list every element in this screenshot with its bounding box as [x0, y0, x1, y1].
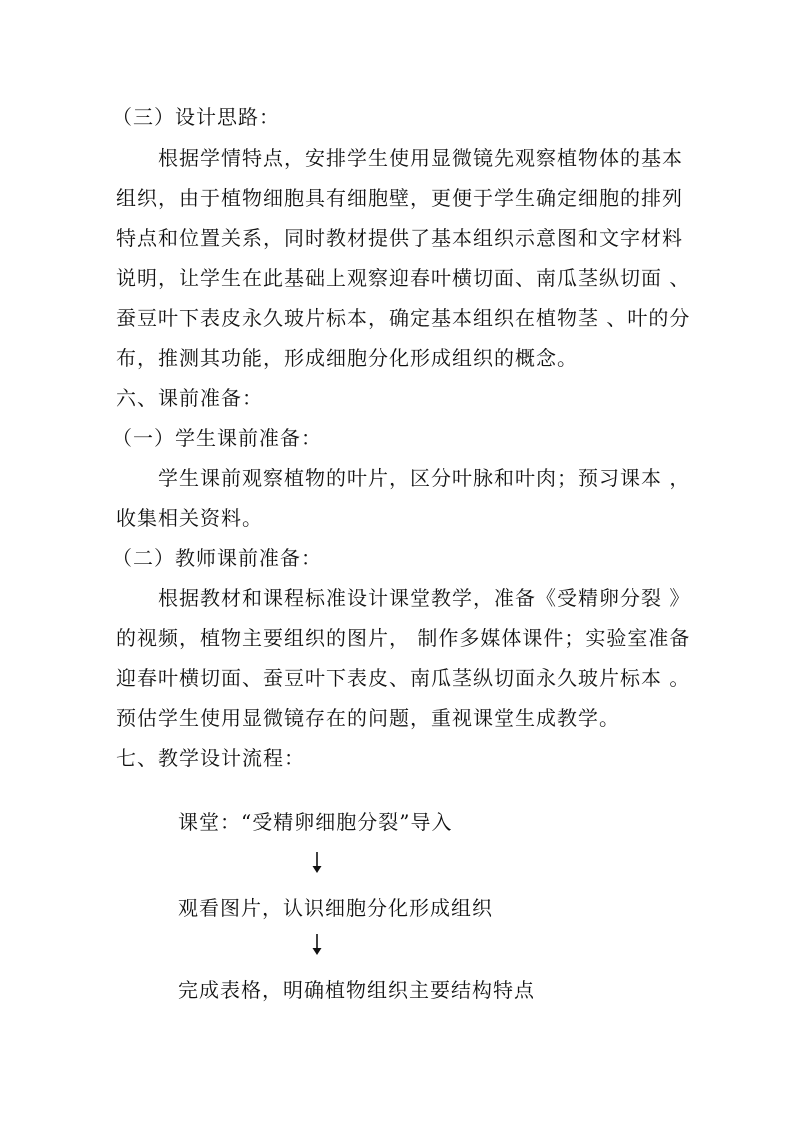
student-prep-line: 收集相关资料。	[116, 506, 263, 530]
student-prep-line: 学生课前观察植物的叶片，区分叶脉和叶肉；预习课本 ，	[158, 466, 691, 490]
design-approach-heading: （三）设计思路：	[112, 105, 280, 129]
design-paragraph-line: 说明，让学生在此基础上观察迎春叶横切面、南瓜茎纵切面 、	[116, 266, 691, 290]
pre-class-prep-heading: 六、课前准备：	[116, 386, 263, 410]
teaching-flow-heading: 七、教学设计流程：	[116, 746, 305, 770]
teacher-prep-heading: （二）教师课前准备：	[112, 546, 322, 570]
flow-step: 课堂：“受精卵细胞分裂”导入	[178, 810, 453, 834]
teacher-prep-line: 的视频，植物主要组织的图片， 制作多媒体课件；实验室准备	[116, 626, 691, 650]
student-prep-heading: （一）学生课前准备：	[112, 426, 322, 450]
teacher-prep-line: 迎春叶横切面、蚕豆叶下表皮、南瓜茎纵切面永久玻片标本 。	[116, 666, 691, 690]
teacher-prep-line: 根据教材和课程标准设计课堂教学，准备《受精卵分裂 》	[158, 586, 691, 610]
design-paragraph-line: 组织，由于植物细胞具有细胞壁，更便于学生确定细胞的排列	[116, 186, 683, 210]
design-paragraph-line: 根据学情特点，安排学生使用显微镜先观察植物体的基本	[158, 146, 683, 170]
design-paragraph-line: 特点和位置关系，同时教材提供了基本组织示意图和文字材料	[116, 226, 683, 250]
down-arrow-icon	[310, 852, 324, 874]
design-paragraph-line: 蚕豆叶下表皮永久玻片标本，确定基本组织在植物茎 、叶的分	[116, 306, 691, 330]
flow-step: 完成表格，明确植物组织主要结构特点	[178, 978, 535, 1002]
teacher-prep-line: 预估学生使用显微镜存在的问题，重视课堂生成教学。	[116, 706, 620, 730]
design-paragraph-line: 布，推测其功能，形成细胞分化形成组织的概念。	[116, 346, 578, 370]
down-arrow-icon	[310, 934, 324, 956]
flow-step: 观看图片，认识细胞分化形成组织	[178, 896, 493, 920]
